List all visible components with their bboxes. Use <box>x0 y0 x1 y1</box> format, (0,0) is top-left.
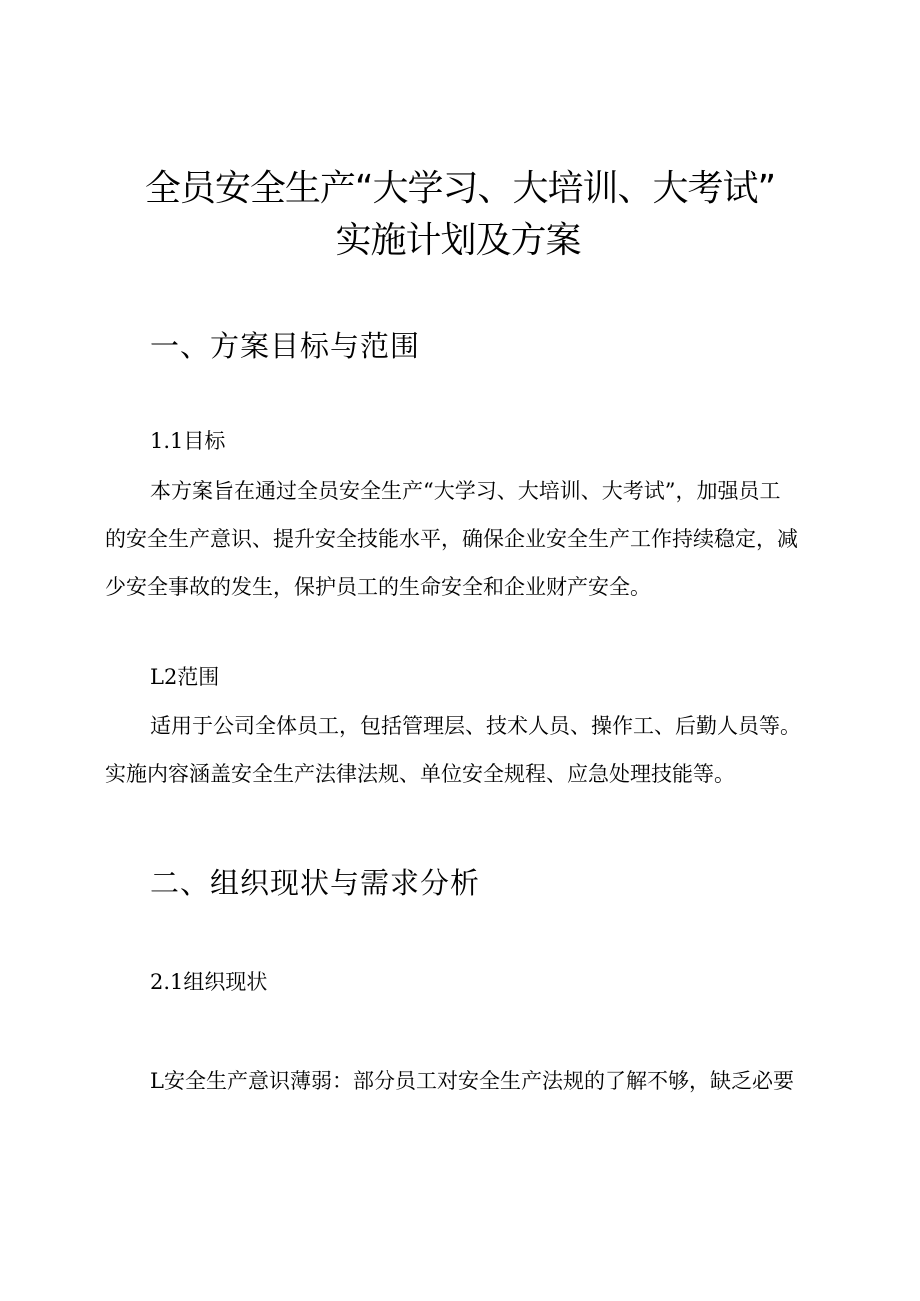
paragraph-line: 少安全事故的发生，保护员工的生命安全和企业财产安全。 <box>105 575 651 599</box>
paragraph-line: 适用于公司全体员工，包括管理层、技术人员、操作工、后勤人员等。 <box>150 714 801 738</box>
section-2-heading: 二、组织现状与需求分析 <box>150 866 481 900</box>
subsection-2-1-heading: 2.1组织现状 <box>150 970 268 994</box>
paragraph-line: 实施内容涵盖安全生产法律法规、单位安全规程、应急处理技能等。 <box>105 762 735 786</box>
subsection-1-1-heading: 1.1目标 <box>150 429 226 453</box>
subsection-1-2-heading: L2范围 <box>150 665 220 689</box>
document-title-line-2: 实施计划及方案 <box>335 220 581 261</box>
section-1-heading: 一、方案目标与范围 <box>150 329 421 363</box>
paragraph-line: 本方案旨在通过全员安全生产“大学习、大培训、大考试”，加强员工 <box>150 479 781 503</box>
document-title-line-1: 全员安全生产“大学习、大培训、大考试” <box>144 168 776 209</box>
paragraph-line: L安全生产意识薄弱：部分员工对安全生产法规的了解不够，缺乏必要 <box>150 1069 794 1093</box>
paragraph-line: 的安全生产意识、提升安全技能水平，确保企业安全生产工作持续稳定，减 <box>105 527 798 551</box>
